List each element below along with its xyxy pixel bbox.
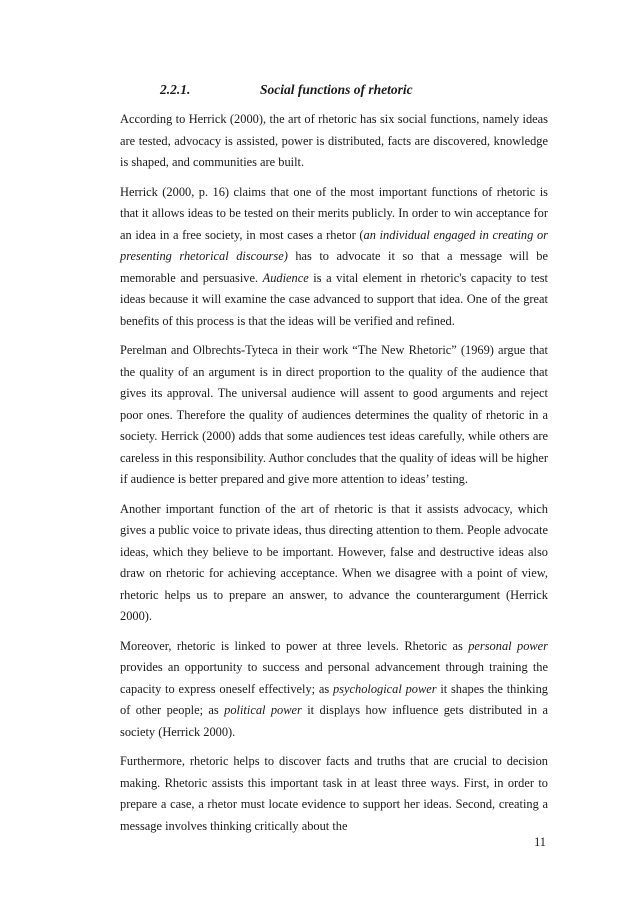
text-run: Furthermore, rhetoric helps to discover facts and truths that are crucial to decision making. Rhetoric assists this important task in at least three ways. First, in order to prepare a case, a rhetor must locate evidence to support her ideas. Second, creating a message involves thinking critically about the	[120, 754, 548, 833]
text-run: it displays how influence gets distributed in a society (Herrick 2000).	[120, 703, 549, 739]
italic-phrase: psychological power	[332, 681, 437, 696]
paragraph-1	[120, 109, 548, 174]
text-run: According to Herrick (2000), the art of rhetoric has six social functions, namely ideas are tested, advocacy is assisted, power is distributed, facts are discovered, knowledge is shaped, and communities are built.	[120, 112, 548, 169]
italic-phrase: an individual engaged in creating or presenting rhetorical discourse)	[120, 227, 548, 263]
text-run: Herrick (2000, p. 16) claims that one of the most important functions of rhetoric is that it allows ideas to be tested on their merits publicly. In order to win acceptance for an idea in a free society, in most cases a rhetor (	[120, 184, 548, 242]
paragraph-5	[120, 636, 548, 744]
text-run: Another important function of the art of rhetoric is that it assists advocacy, which gives a public voice to private ideas, thus directing attention to them. People advocate ideas, which they believe to be important. However, false and destructive ideas also draw on rhetoric for achieving acceptance. When we disagree with a point of view, rhetoric helps us to prepare an answer, to advance the counterargument (Herrick 2000).	[120, 501, 548, 623]
paragraph-2	[120, 182, 548, 333]
section-heading	[160, 82, 413, 98]
paragraph-6	[120, 751, 548, 837]
italic-phrase: personal power	[468, 638, 548, 653]
text-run: Perelman and Olbrechts-Tyteca in their work “The New Rhetoric” (1969) argue that the quality of an argument is in direct proportion to the quality of the audience that gives its approval. The universal audience will assent to good arguments and reject poor ones. Therefore the quality of audiences determines the quality of rhetoric in a society. Herrick (2000) adds that some audiences test ideas carefully, while others are careless in this responsibility. Author concludes that the quality of ideas will be higher if audience is better prepared and give more attention to ideas’ testing.	[120, 343, 548, 486]
text-run: it shapes the thinking of other people; as	[120, 681, 548, 717]
text-run: provides an opportunity to success and personal advancement through training the capacity to express oneself effectively; as	[120, 660, 548, 696]
text-run: is a vital element in rhetoric's capacity to test ideas because it will examine the case advanced to support that idea. One of the great benefits of this process is that the ideas will be verified and refined.	[120, 270, 548, 328]
section-title: Social functions of rhetoric	[260, 82, 413, 97]
body-text	[120, 109, 548, 845]
italic-phrase: Audience	[262, 270, 309, 285]
paragraph-4	[120, 499, 548, 628]
section-number: 2.2.1.	[160, 82, 191, 97]
text-run: Moreover, rhetoric is linked to power at three levels. Rhetoric as	[120, 638, 469, 653]
page-number: 11	[534, 835, 546, 849]
text-run: has to advocate it so that a message will be memorable and persuasive.	[120, 249, 549, 285]
paragraph-3	[120, 340, 548, 491]
italic-phrase: political power	[224, 703, 302, 717]
